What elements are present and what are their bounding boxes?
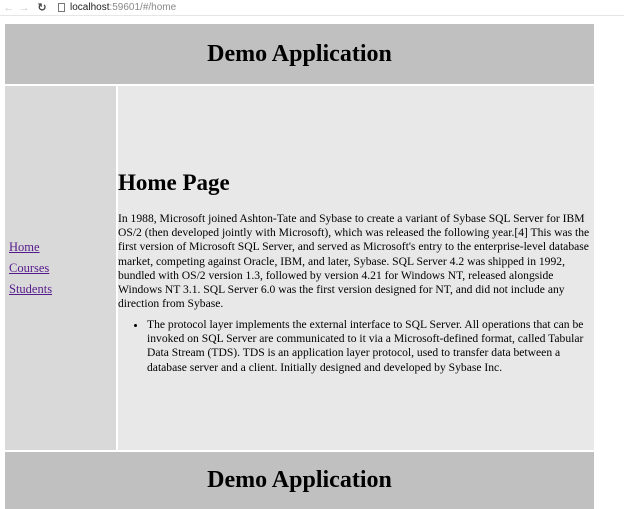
url-host: localhost [70,2,110,13]
app-header [5,24,594,84]
sidebar-nav [5,86,116,450]
intro-paragraph: In 1988, Microsoft joined Ashton-Tate and Sybase to create a variant of Sybase SQL Server for IBM OS/2 (then developed jointly with Microsoft), which was released the following year.[4] This was the first version of Microsoft SQL Server, and served as Microsoft's entry to the enterprise-level database market, competing against Oracle, IBM, and later, Sybase. SQL Server 4.2 was shipped in 1992, bundled with OS/2 version 1.3, followed by version 4.21 for Windows NT, released alongside Windows NT 3.1. SQL Server 6.0 was the first version designed for NT, and did not include any direction from Sybase. [118,212,590,311]
app-footer [5,452,594,509]
footer-title: Demo Application [207,467,392,493]
page-title: Home Page [118,170,230,195]
url-path: :59601/#/home [109,2,177,13]
list-item: • The protocol layer implements the external interface to SQL Server. All operations that can be invoked on SQL Server are communicated to it via a Microsoft-defined format, called Tabular Data Stream (TDS). TDS is an application layer protocol, used to transfer data between a database server and a client. Initially designed and developed by Sybase Inc. [147,318,592,375]
arrow-right-icon[interactable]: → [18,1,30,14]
reload-icon[interactable]: ↻ [37,1,47,14]
sidebar-item-home[interactable]: Home [9,239,40,254]
arrow-left-icon[interactable]: ← [3,1,15,14]
page-icon [58,3,65,12]
sidebar-item-students[interactable]: Students [9,281,53,296]
main-content [118,86,594,450]
app-title: Demo Application [207,40,392,67]
bullet-list [118,318,592,375]
address-bar[interactable] [70,2,176,13]
browser-toolbar [0,0,624,16]
sidebar-item-courses[interactable]: Courses [9,260,50,275]
